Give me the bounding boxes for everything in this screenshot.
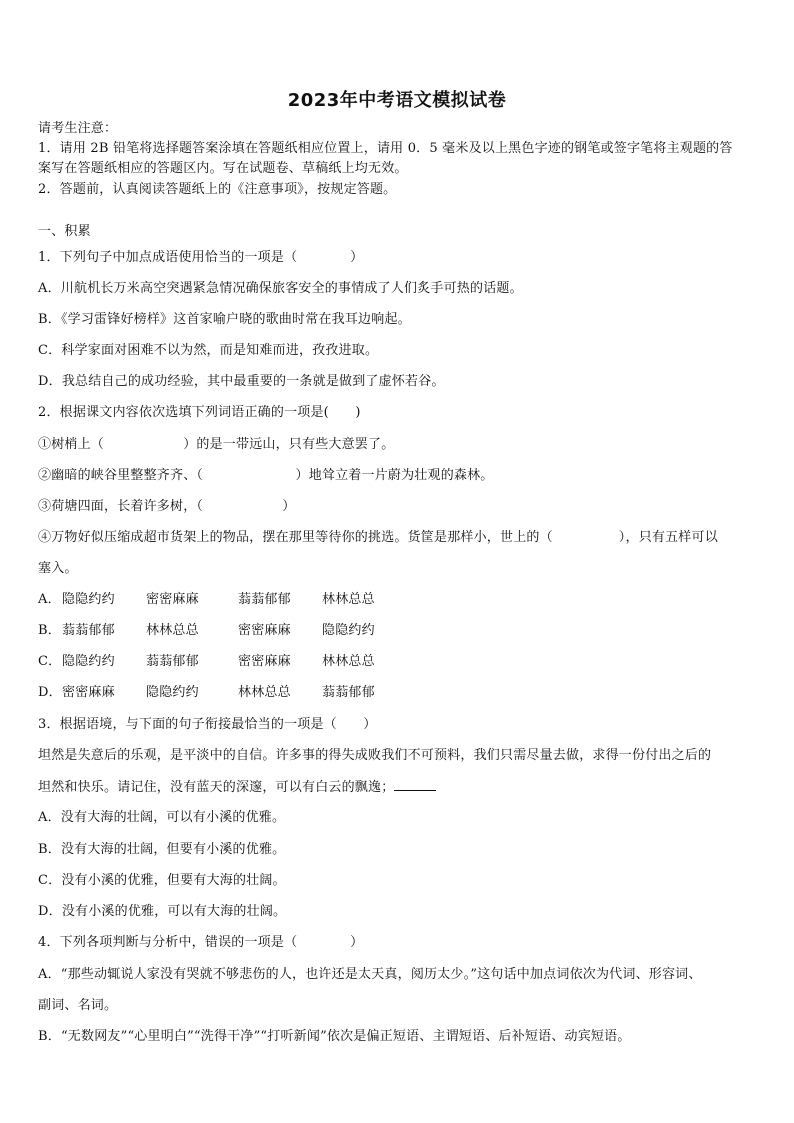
notice-heading: 请考生注意： [38,121,118,136]
section-heading: 一、积累 [38,224,91,239]
question-2-option-a [38,592,402,608]
question-2-option-c [38,654,402,670]
passage-text: 坦然和快乐。请记住，没有蓝天的深邃，可以有白云的飘逸； [38,780,395,795]
option-word: 密密麻麻 [238,623,291,638]
question-2-option-d [38,685,402,701]
option-word: 隐隐约约 [62,654,115,669]
question-1-option-b: B．《学习雷锋好榜样》这首家喻户晓的歌曲时常在我耳边响起。 [38,312,411,327]
question-3-passage-line-2 [38,779,436,796]
option-word: 蓊蓊郁郁 [238,592,291,607]
question-2-sentence-3: ③荷塘四面，长着许多树，（ ） [38,499,296,514]
question-3-stem: 3．根据语境，与下面的句子衔接最恰当的一项是（ ） [38,717,377,732]
notice-item-1-line-2: 案写在答题纸相应的答题区内。写在试题卷、草稿纸上均无效。 [38,161,408,176]
notice-item-1-line-1: 1．请用 2B 铅笔将选择题答案涂填在答题纸相应位置上，请用 0．5 毫米及以上黑色字迹的钢笔或签字笔将主观题的答 [38,141,733,156]
question-1-option-d: D．我总结自己的成功经验，其中最重要的一条就是做到了虚怀若谷。 [38,374,445,389]
option-word: 密密麻麻 [146,592,199,607]
question-3-option-d: D．没有小溪的优雅，可以有大海的壮阔。 [38,904,287,919]
question-1-stem: 1．下列句子中加点成语使用恰当的一项是（ ） [38,250,364,265]
option-word: 林林总总 [238,685,291,700]
option-word: 隐隐约约 [322,623,375,638]
option-word: 隐隐约约 [146,685,199,700]
option-word: 蓊蓊郁郁 [322,685,375,700]
option-word: 隐隐约约 [62,592,115,607]
question-1-option-a: A．川航机长万米高空突遇紧急情况确保旅客安全的事情成了人们炙手可热的话题。 [38,281,523,296]
option-label: B． [38,623,61,638]
option-word: 林林总总 [322,654,375,669]
option-word: 蓊蓊郁郁 [62,623,115,638]
option-word: 林林总总 [146,623,199,638]
option-label: A． [38,592,61,607]
question-2-stem: 2．根据课文内容依次选填下列词语正确的一项是( ) [38,405,361,420]
page-title: 2023年中考语文模拟试卷 [287,90,507,111]
question-3-passage-line-1: 坦然是失意后的乐观，是平淡中的自信。许多事的得失成败我们不可预料，我们只需尽量去做，求得一份付出之后的 [38,748,712,763]
question-3-option-a: A．没有大海的壮阔，可以有小溪的优雅。 [38,810,286,825]
option-word: 蓊蓊郁郁 [146,654,199,669]
question-4-option-a-line-1: A．“那些动辄说人家没有哭就不够悲伤的人，也许还是太天真，阅历太少。”这句话中加点词依次为代词、形容词、 [38,967,702,982]
question-2-sentence-2: ②幽暗的峡谷里整整齐齐、（ ）地耸立着一片蔚为壮观的森林。 [38,468,494,483]
question-2-sentence-4-line-1: ④万物好似压缩成超市货架上的物品，摆在那里等待你的挑选。货筐是那样小，世上的（ ），只有五样可以 [38,530,718,545]
question-2-sentence-1: ①树梢上（ ）的是一带远山，只有些大意罢了。 [38,437,395,452]
question-3-option-b: B．没有大海的壮阔，但要有小溪的优雅。 [38,842,286,857]
option-word: 林林总总 [322,592,375,607]
option-label: D． [38,685,62,700]
option-word: 密密麻麻 [62,685,115,700]
question-4-option-b: B．“无数网友”“心里明白”“洗得干净”“打听新闻”依次是偏正短语、主谓短语、后补短语、动宾短语。 [38,1029,631,1044]
question-3-option-c: C．没有小溪的优雅，但要有大海的壮阔。 [38,873,286,888]
answer-blank [394,779,436,791]
question-2-option-b [38,623,402,639]
question-1-option-c: C．科学家面对困难不以为然，而是知难而进，孜孜进取。 [38,343,379,358]
question-4-stem: 4．下列各项判断与分析中，错误的一项是（ ） [38,935,364,950]
question-4-option-a-line-2: 副词、名词。 [38,998,118,1013]
question-2-sentence-4-line-2: 塞入。 [38,561,78,576]
option-word: 密密麻麻 [238,654,291,669]
option-label: C． [38,654,62,669]
notice-item-2: 2．答题前，认真阅读答题纸上的《注意事项》，按规定答题。 [38,182,397,197]
